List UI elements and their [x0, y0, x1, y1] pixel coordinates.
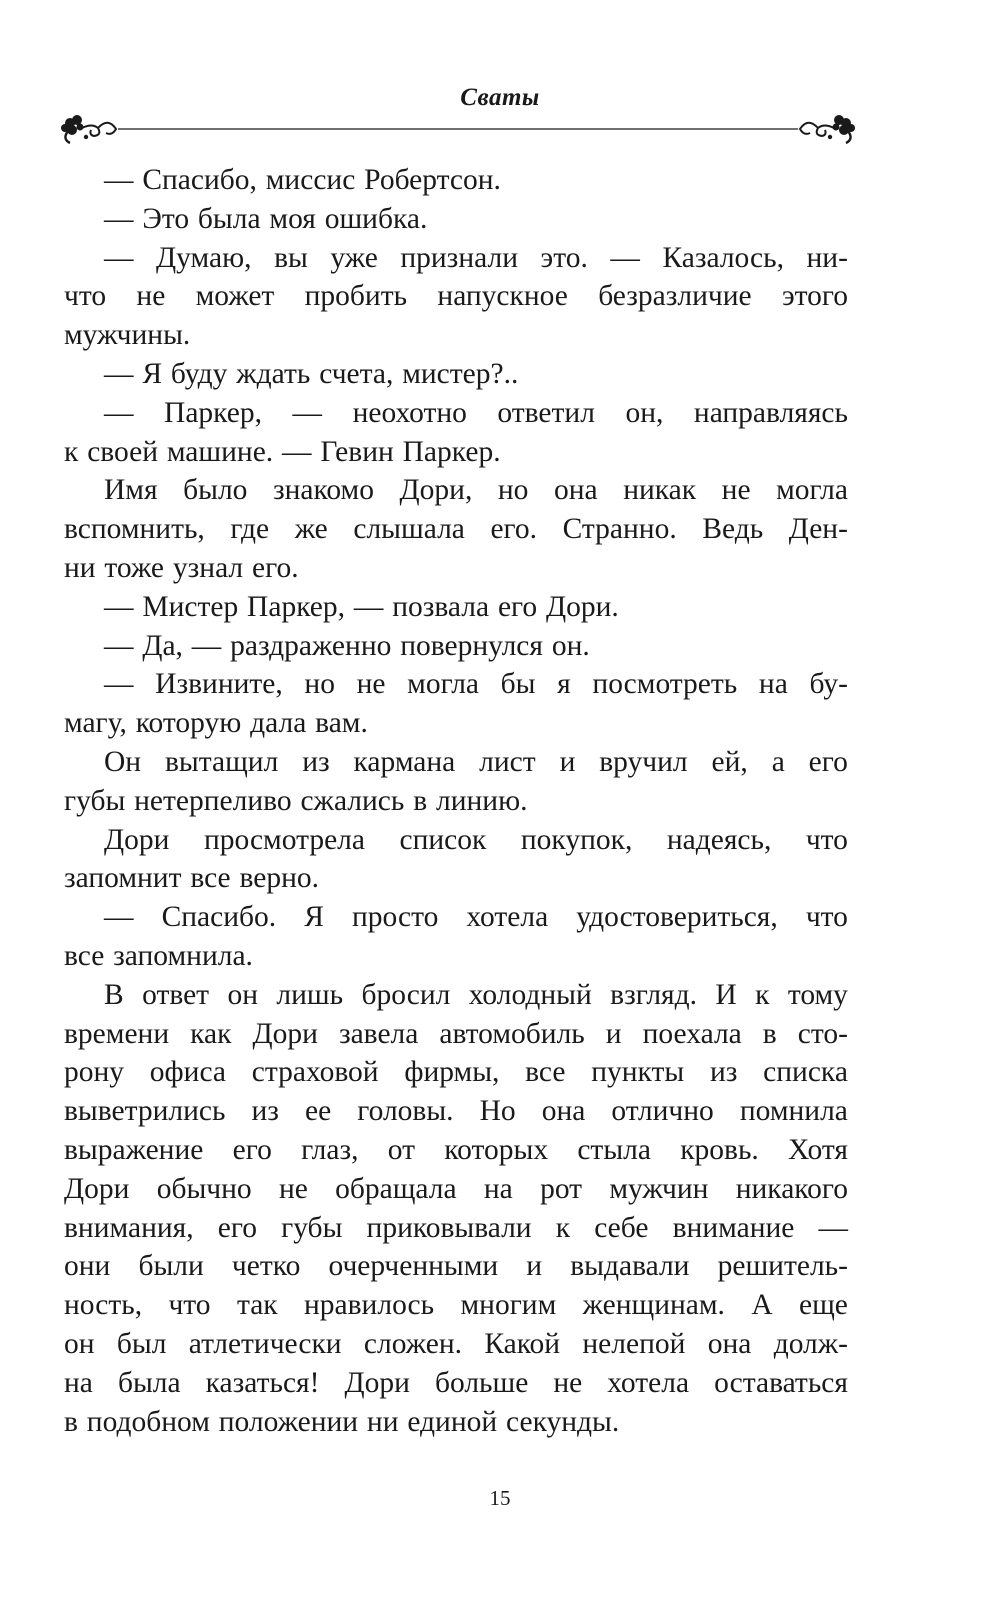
word: подобном [86, 1405, 210, 1438]
word: женщинам. [582, 1289, 725, 1322]
word: сложен. [363, 1327, 462, 1360]
word: неохотно [352, 396, 467, 429]
word: никакого [735, 1172, 848, 1205]
word: он [64, 1327, 95, 1360]
word: покупок, [520, 823, 633, 856]
word: автомобиль [439, 1017, 585, 1050]
word: Паркер, [164, 396, 262, 429]
word: не [278, 1172, 308, 1205]
word: его [808, 745, 848, 778]
word: Я [142, 357, 163, 390]
word: Дори, [399, 474, 473, 507]
word: которую [135, 707, 242, 740]
word: — [104, 357, 134, 390]
word: ни [64, 551, 96, 584]
word: — [818, 1211, 848, 1244]
word: но [304, 668, 335, 701]
word: магу, [64, 707, 127, 740]
word: к [64, 435, 79, 468]
word: может [195, 280, 275, 313]
word: Казалось, [662, 241, 784, 274]
word: ждать [236, 357, 311, 390]
word: атлетически [188, 1327, 342, 1360]
word: — [104, 396, 134, 429]
word: ей, [711, 745, 748, 778]
word: которых [444, 1133, 549, 1166]
word: обычно [156, 1172, 252, 1205]
word: не [721, 474, 751, 507]
word: удостовериться, [576, 901, 778, 934]
word: губы [64, 784, 126, 817]
text-line [64, 588, 848, 627]
word: обращала [335, 1172, 457, 1205]
word: выветрились [64, 1095, 226, 1128]
word: пункты [591, 1056, 685, 1089]
word: казаться! [205, 1366, 320, 1399]
word: напускное [437, 280, 568, 313]
text-line [64, 549, 848, 588]
word: тому [787, 978, 848, 1011]
word: В [104, 978, 124, 1011]
word: он [227, 978, 259, 1011]
word: что [805, 901, 848, 934]
word: так [236, 1289, 278, 1322]
word: внимания, [64, 1211, 194, 1244]
word: поехала [642, 1017, 742, 1050]
word: на [64, 1366, 93, 1399]
word: я [557, 668, 571, 701]
text-line [64, 161, 848, 200]
word: запомнила. [113, 939, 253, 972]
text-line [64, 782, 848, 821]
word: лист [479, 745, 536, 778]
text-line [64, 1286, 848, 1325]
word: глаз, [301, 1133, 359, 1166]
word: секунды. [506, 1405, 620, 1438]
word: бы [500, 668, 536, 701]
word: Мистер [142, 590, 239, 623]
word: рот [540, 1172, 583, 1205]
word: — [610, 241, 640, 274]
word: ответил [497, 396, 595, 429]
word: направляясь [693, 396, 848, 429]
word: все [190, 862, 231, 895]
word: кармана [353, 745, 456, 778]
word: не [356, 668, 386, 701]
text-line [64, 1092, 848, 1131]
word: холодный [468, 978, 592, 1011]
word: все [525, 1056, 566, 1089]
word: что [805, 823, 848, 856]
word: Какой [484, 1327, 561, 1360]
text-line [64, 471, 848, 510]
text-line [64, 898, 848, 937]
text-line [64, 1364, 848, 1403]
word: Да, [142, 629, 183, 662]
word: ни [366, 1405, 399, 1438]
word: его. [490, 513, 538, 546]
word: вытащил [164, 745, 279, 778]
word: как [190, 1017, 232, 1050]
word: узнал [172, 551, 244, 584]
text-line [64, 1015, 848, 1054]
word: единой [407, 1405, 498, 1438]
word: очерченными [328, 1250, 499, 1283]
word: а [771, 745, 785, 778]
text-line [64, 627, 848, 666]
word: А [751, 1289, 773, 1322]
word: же [294, 513, 328, 546]
word: — [104, 590, 134, 623]
word: бросил [361, 978, 451, 1011]
word: его [497, 590, 538, 623]
text-line [64, 1170, 848, 1209]
text-line [64, 1325, 848, 1364]
word: Спасибо. [161, 901, 277, 934]
word: Дори [344, 1366, 410, 1399]
word: все [64, 939, 105, 972]
word: Ден- [788, 513, 848, 546]
word: не [136, 280, 166, 313]
word: Имя [104, 474, 158, 507]
word: безразличие [598, 280, 752, 313]
word: из [302, 745, 330, 778]
word: пробить [304, 280, 408, 313]
word: Паркер. [402, 435, 501, 468]
text-line [64, 1053, 848, 1092]
word: списка [763, 1056, 848, 1089]
word: она [554, 474, 598, 507]
word: оставаться [714, 1366, 848, 1399]
running-head-title: Сваты [460, 84, 540, 111]
word: головы. [357, 1095, 454, 1128]
word: была [117, 1366, 181, 1399]
word: на [758, 668, 788, 701]
word: Дори [104, 823, 170, 856]
word: мужчины. [64, 319, 191, 352]
text-line [64, 277, 848, 316]
word: — [104, 241, 134, 274]
word: Дори. [546, 590, 619, 623]
word: слышала [353, 513, 465, 546]
text-line [64, 355, 848, 394]
word: на [483, 1172, 513, 1205]
word: и [526, 1250, 543, 1283]
word: не [553, 1366, 583, 1399]
right-flourish-ornament [800, 115, 855, 143]
word: еще [799, 1289, 848, 1322]
word: Дори [64, 1172, 130, 1205]
word: нелепой [582, 1327, 686, 1360]
text-line [64, 859, 848, 898]
word: никак [623, 474, 697, 507]
word: приковывали [366, 1211, 532, 1244]
text-line [64, 1209, 848, 1248]
word: — [104, 668, 134, 701]
word: мистер?.. [402, 357, 519, 390]
text-line [64, 1131, 848, 1170]
word: дала [250, 707, 307, 740]
word: стыла [577, 1133, 651, 1166]
word: своей [87, 435, 158, 468]
word: мужчин [609, 1172, 709, 1205]
word: к [555, 1211, 571, 1244]
word: миссис [265, 164, 356, 196]
word: тоже [104, 551, 165, 584]
word: к [755, 978, 770, 1011]
word: внимание [672, 1211, 795, 1244]
word: в [413, 784, 428, 817]
word: вам. [315, 707, 368, 740]
text-line [64, 394, 848, 433]
word: Но [479, 1095, 516, 1128]
word: фирмы, [404, 1056, 500, 1089]
text-line [64, 239, 848, 278]
word: — [191, 629, 222, 662]
word: посмотреть [592, 668, 738, 701]
word: надеясь, [666, 823, 772, 856]
word: лишь [276, 978, 344, 1011]
body-text [64, 161, 848, 1441]
word: это. [540, 241, 588, 274]
word: хотела [607, 1366, 690, 1399]
word: повернулся [400, 629, 543, 662]
text-line [64, 510, 848, 549]
word: себе [594, 1211, 649, 1244]
word: где [230, 513, 270, 546]
word: Я [304, 901, 324, 934]
word: офиса [149, 1056, 226, 1089]
word: ность, [64, 1289, 143, 1322]
word: выдавали [570, 1250, 690, 1283]
word: в [64, 1405, 78, 1438]
word: ни- [806, 241, 848, 274]
word: четко [231, 1250, 301, 1283]
word: Гевин [320, 435, 394, 468]
word: ошибка. [324, 202, 428, 235]
word: позвала [392, 590, 490, 623]
word: из [709, 1056, 738, 1089]
word: было [183, 474, 248, 507]
word: она [541, 1095, 586, 1128]
word: от [387, 1133, 416, 1166]
word: — [282, 435, 312, 468]
word: Странно. [562, 513, 677, 546]
word: — [104, 901, 134, 934]
word: Хотя [788, 1133, 848, 1166]
word: Думаю, [156, 241, 252, 274]
word: Робертсон. [364, 164, 501, 196]
word: Извините, [155, 668, 283, 701]
word: — [104, 629, 134, 662]
word: его. [251, 551, 299, 584]
word: вручил [599, 745, 688, 778]
word: просмотрела [203, 823, 365, 856]
word: — [353, 590, 384, 623]
word: уже [330, 241, 378, 274]
word: линию. [435, 784, 528, 817]
word: ответ [142, 978, 210, 1011]
word: многим [460, 1289, 557, 1322]
word: и [605, 1017, 622, 1050]
word: рону [64, 1056, 125, 1089]
header-ornament-rule [58, 113, 858, 147]
word: Спасибо, [142, 164, 257, 196]
word: что [64, 280, 107, 313]
word: губы [281, 1211, 343, 1244]
word: — [104, 202, 134, 235]
text-line [64, 976, 848, 1015]
word: страховой [251, 1056, 379, 1089]
word: могла [407, 668, 480, 701]
word: знакомо [272, 474, 374, 507]
word: он, [625, 396, 664, 429]
word: что [168, 1289, 211, 1322]
word: этого [781, 280, 848, 313]
word: вспомнить, [64, 513, 205, 546]
word: — [292, 396, 323, 429]
word: взгляд. [610, 978, 697, 1011]
text-line [64, 665, 848, 704]
word: была [197, 202, 261, 235]
word: помнила [739, 1095, 848, 1128]
word: были [138, 1250, 204, 1283]
word: — [104, 164, 134, 196]
text-line [64, 821, 848, 860]
text-line [64, 743, 848, 782]
word: она [707, 1327, 752, 1360]
word: бу- [809, 668, 848, 701]
word: ее [305, 1095, 332, 1128]
word: его [232, 1133, 272, 1166]
word: Он [104, 745, 142, 778]
word: запомнит [64, 862, 182, 895]
word: выражение [64, 1133, 204, 1166]
word: Паркер, [247, 590, 346, 623]
word: хотела [466, 901, 549, 934]
text-line [64, 937, 848, 976]
word: завела [338, 1017, 419, 1050]
word: сжались [300, 784, 405, 817]
text-line [64, 704, 848, 743]
word: Дори [252, 1017, 318, 1050]
word: нетерпеливо [134, 784, 292, 817]
word: его [217, 1211, 257, 1244]
word: они [64, 1250, 111, 1283]
page-number: 15 [489, 1486, 511, 1510]
word: Ведь [702, 513, 764, 546]
word: список [399, 823, 487, 856]
left-flourish-ornament [61, 115, 116, 143]
word: больше [434, 1366, 529, 1399]
word: признали [400, 241, 518, 274]
word: машине. [166, 435, 274, 468]
text-line [64, 200, 848, 239]
word: Это [142, 202, 190, 235]
word: буду [170, 357, 228, 390]
word: кровь. [680, 1133, 759, 1166]
word: был [116, 1327, 167, 1360]
word: из [251, 1095, 279, 1128]
word: раздраженно [230, 629, 392, 662]
word: счета, [319, 357, 394, 390]
word: нравилось [304, 1289, 435, 1322]
word: сто- [797, 1017, 848, 1050]
word: решитель- [717, 1250, 848, 1283]
word: вы [274, 241, 308, 274]
word: И [715, 978, 737, 1011]
text-line [64, 1403, 848, 1442]
text-line [64, 316, 848, 355]
word: верно. [239, 862, 319, 895]
word: он. [551, 629, 590, 662]
text-line [64, 1247, 848, 1286]
word: долж- [773, 1327, 848, 1360]
word: могла [776, 474, 848, 507]
word: в [762, 1017, 777, 1050]
word: но [497, 474, 529, 507]
word: отлично [611, 1095, 714, 1128]
word: просто [351, 901, 439, 934]
word: и [559, 745, 576, 778]
word: положении [218, 1405, 359, 1438]
text-line [64, 433, 848, 472]
word: моя [269, 202, 316, 235]
word: времени [64, 1017, 170, 1050]
